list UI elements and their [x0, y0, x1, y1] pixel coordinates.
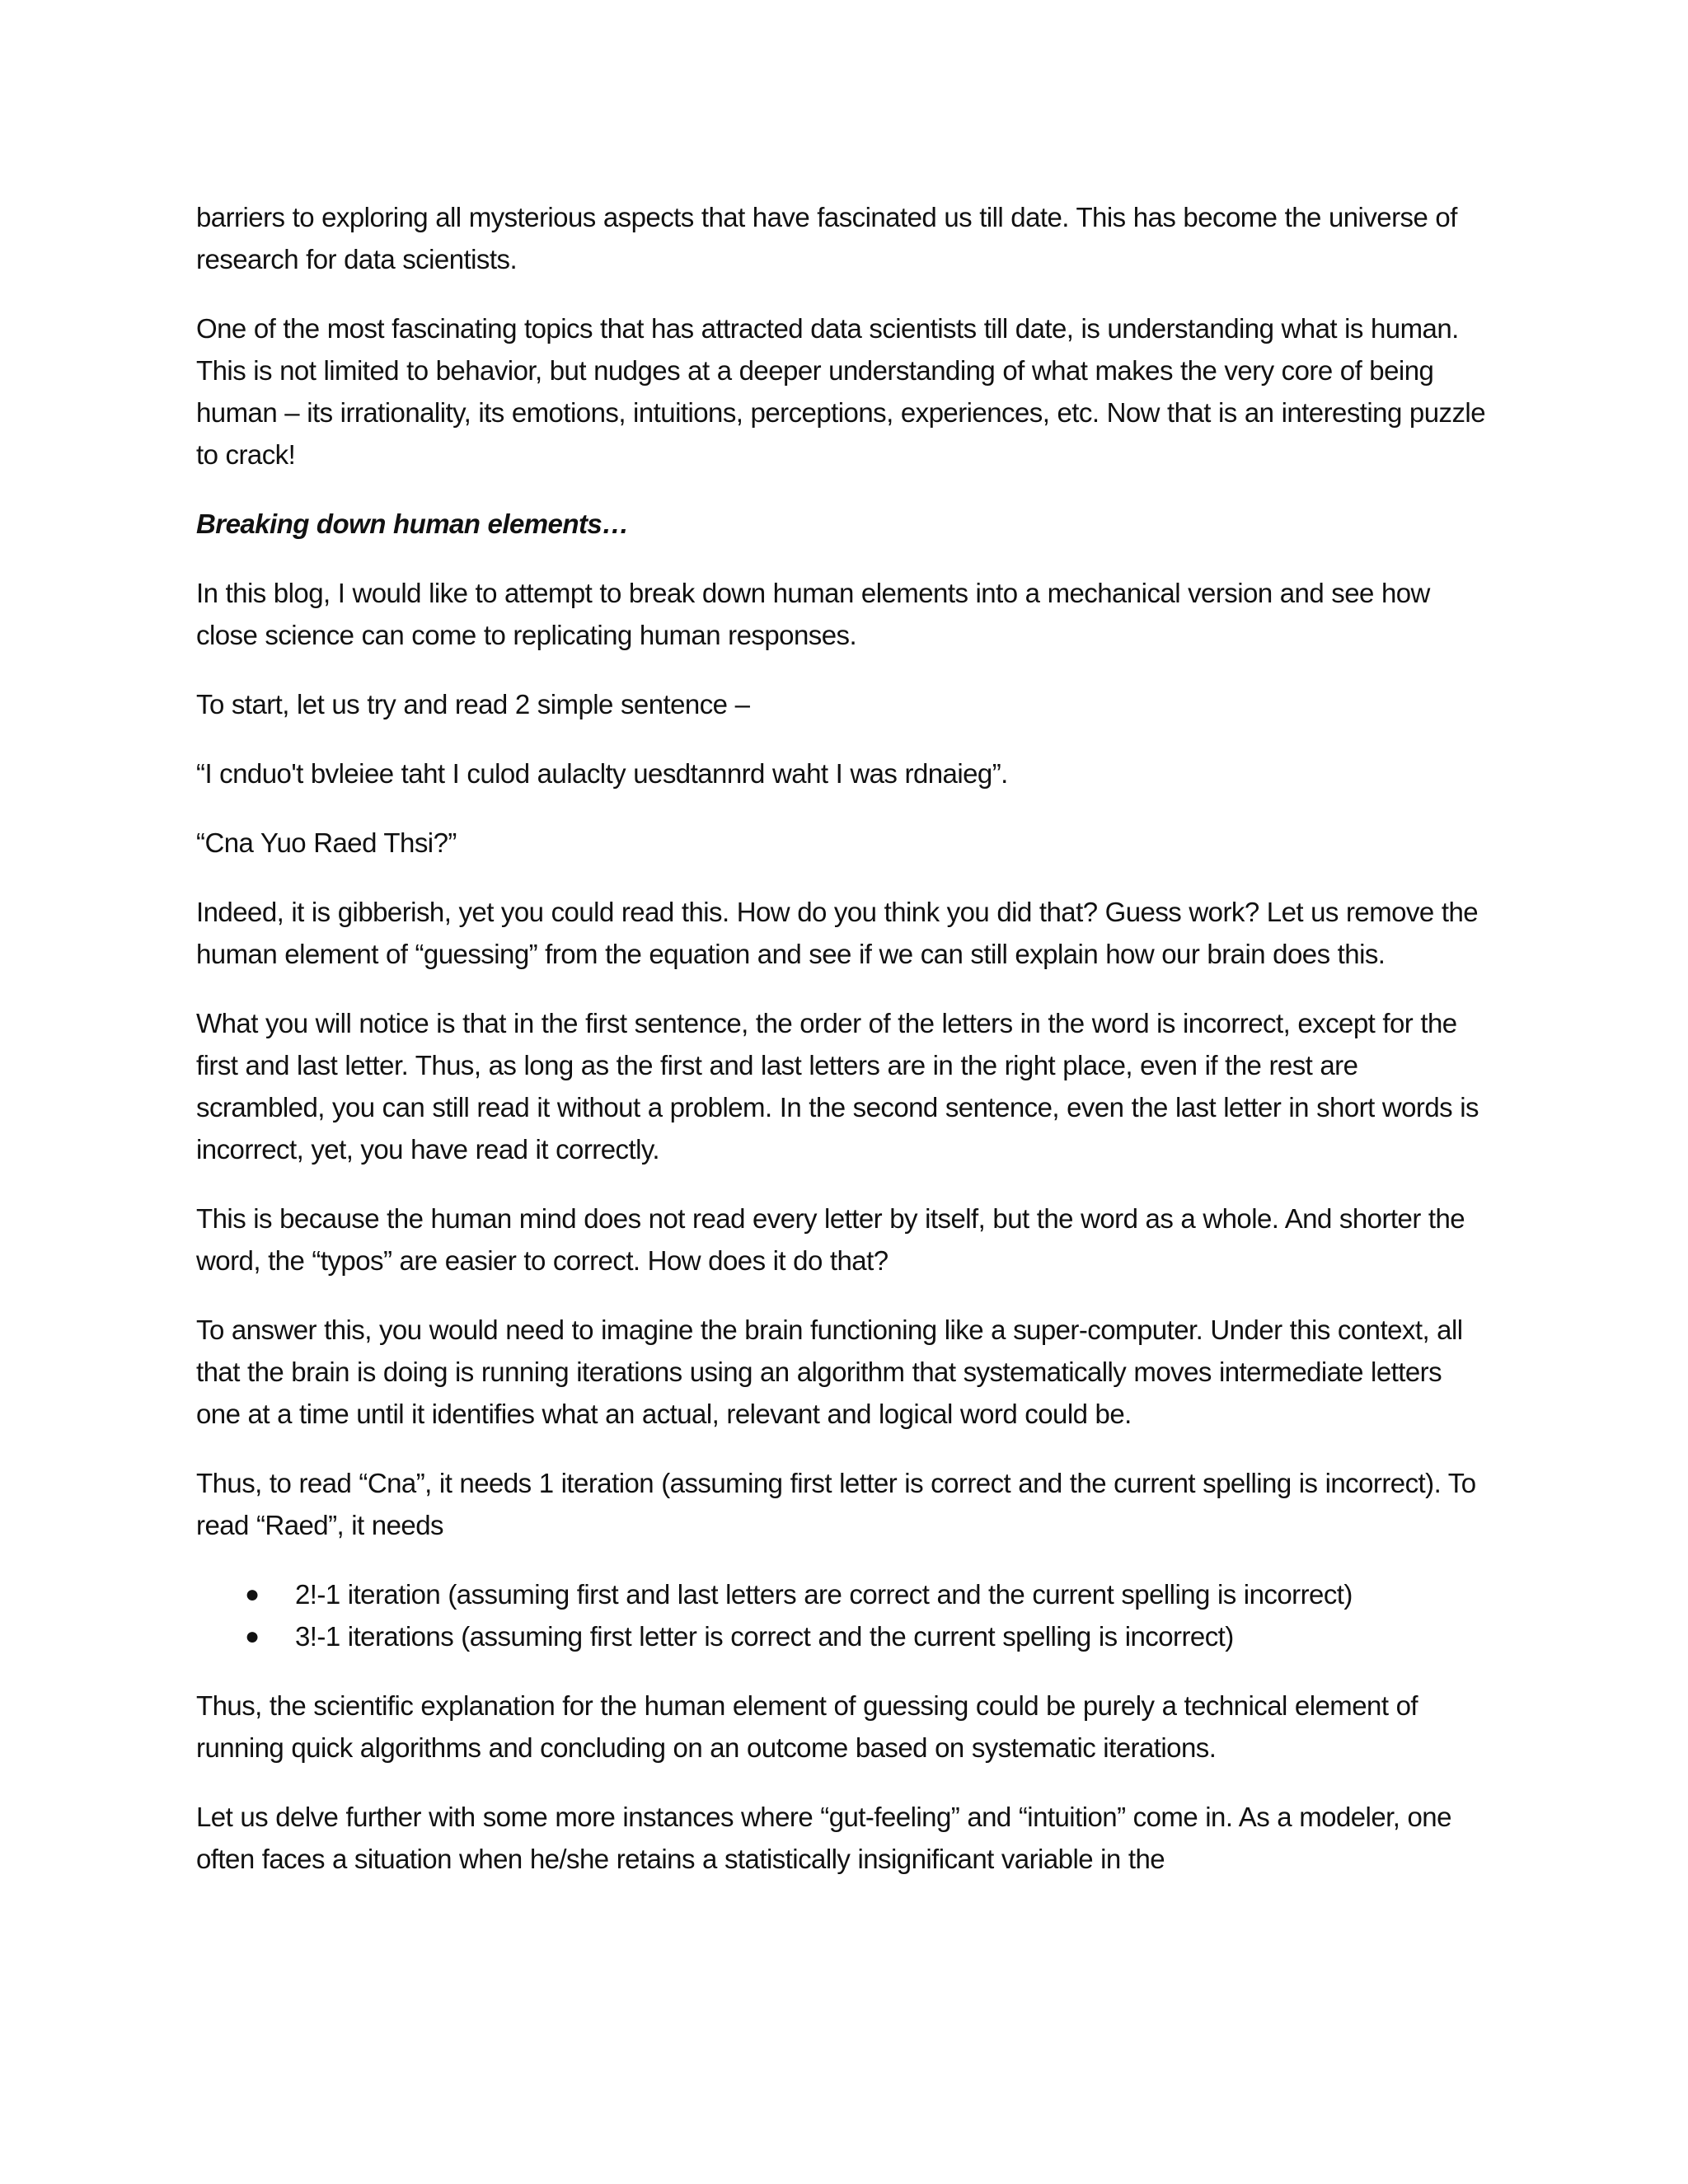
- bullet-icon: ●: [245, 1623, 260, 1650]
- list-item-text: 2!-1 iteration (assuming first and last letters are correct and the current spelling is incorrect): [295, 1579, 1353, 1610]
- paragraph-delve-further: Let us delve further with some more instances where “gut-feeling” and “intuition” come in. As a modeler, one often faces a situation when he/she retains a statistically insignificant variable in the: [196, 1802, 1451, 1874]
- paragraph-to-start: To start, let us try and read 2 simple sentence –: [196, 689, 750, 719]
- scrambled-sentence-2: “Cna Yuo Raed Thsi?”: [196, 827, 457, 858]
- list-item-text: 3!-1 iterations (assuming first letter is correct and the current spelling is incorrect): [295, 1621, 1234, 1652]
- paragraph-gibberish: Indeed, it is gibberish, yet you could read this. How do you think you did that? Guess work? Let us remove the human element of “guessing” from the equation and see if we can still explain how our brain does this.: [196, 897, 1479, 969]
- paragraph-intro-continuation: barriers to exploring all mysterious aspects that have fascinated us till date. This has become the universe of research for data scientists.: [196, 202, 1457, 274]
- paragraph-iterations: Thus, to read “Cna”, it needs 1 iteration (assuming first letter is correct and the current spelling is incorrect). To read “Raed”, it needs: [196, 1468, 1476, 1540]
- paragraph-scientific-explanation: Thus, the scientific explanation for the human element of guessing could be purely a technical element of running quick algorithms and concluding on an outcome based on systematic iterations.: [196, 1690, 1418, 1763]
- bullet-icon: ●: [245, 1581, 260, 1608]
- document-page: [196, 196, 1492, 1907]
- paragraph-blog-intent: In this blog, I would like to attempt to break down human elements into a mechanical version and see how close science can come to replicating human responses.: [196, 578, 1430, 650]
- paragraph-word-as-whole: This is because the human mind does not read every letter by itself, but the word as a whole. And shorter the word, the “typos” are easier to correct. How does it do that?: [196, 1203, 1465, 1276]
- list-item: [196, 1615, 1492, 1657]
- paragraph-super-computer: To answer this, you would need to imagine the brain functioning like a super-computer. Under this context, all that the brain is doing is running iterations using an algorithm that systematically moves intermediate letters one at a time until it identifies what an actual, relevant and logical word could be.: [196, 1315, 1463, 1429]
- bullet-list: [196, 1573, 1492, 1657]
- paragraph-fascinating-topics: One of the most fascinating topics that has attracted data scientists till date, is understanding what is human. This is not limited to behavior, but nudges at a deeper understanding of what makes the very core of being human – its irrationality, its emotions, intuitions, perceptions, experiences, etc. Now that is an interesting puzzle to crack!: [196, 313, 1486, 470]
- paragraph-letter-order: What you will notice is that in the first sentence, the order of the letters in the word is incorrect, except for the first and last letter. Thus, as long as the first and last letters are in the right place, even if the rest are scrambled, you can still read it without a problem. In the second sentence, even the last letter in short words is incorrect, yet, you have read it correctly.: [196, 1008, 1479, 1165]
- scrambled-sentence-1: “I cnduo't bvleiee taht I culod aulaclty uesdtannrd waht I was rdnaieg”.: [196, 758, 1008, 789]
- section-heading: Breaking down human elements…: [196, 509, 629, 539]
- list-item: [196, 1573, 1492, 1615]
